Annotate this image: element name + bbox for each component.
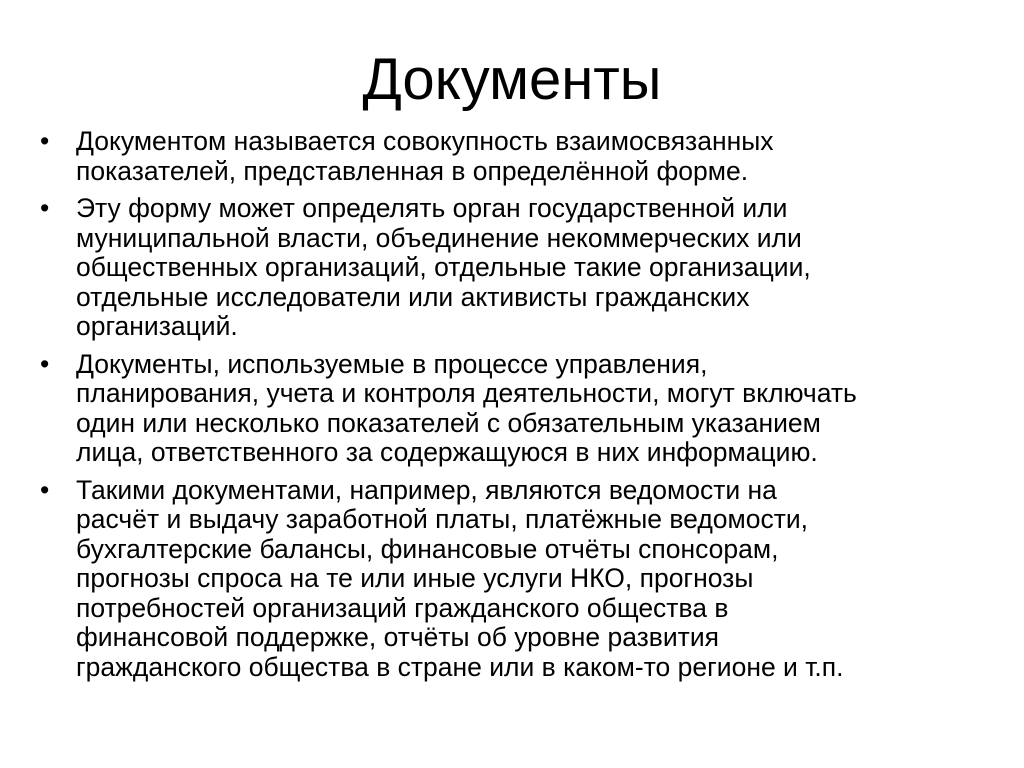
bullet-line: Документы, используемые в процессе управления, <box>76 348 708 379</box>
bullet-line: Документом называется совокупность взаимосвязанных <box>76 126 774 156</box>
bullet-line: показателей, представленная в определённой форме. <box>76 155 749 186</box>
bullet-line: муниципальной власти, объединение некоммерческих или <box>76 222 802 253</box>
bullet-line: потребностей организаций гражданского общества в <box>76 592 729 623</box>
bullet-item <box>40 350 1008 468</box>
bullet-line: бухгалтерские балансы, финансовые отчёты спонсорам, <box>76 533 779 564</box>
bullet-item <box>40 194 1008 342</box>
bullet-line: один или несколько показателей с обязательным указанием <box>76 407 821 438</box>
bullet-text <box>76 194 1008 342</box>
bullet-marker: • <box>40 348 50 379</box>
bullet-line: лица, ответственного за содержащуюся в них информацию. <box>76 437 818 467</box>
bullet-line: планирования, учета и контроля деятельности, могут включать <box>76 378 857 408</box>
bullet-line: Такими документами, например, являются ведомости на <box>76 474 777 505</box>
bullet-item <box>40 127 1008 186</box>
bullet-line: организаций. <box>76 311 238 341</box>
bullet-marker: • <box>40 474 50 505</box>
slide-title: Документы <box>362 47 662 112</box>
bullet-list <box>40 127 1008 690</box>
bullet-line: отдельные исследователи или активисты гражданских <box>76 281 750 312</box>
bullet-line: общественных организаций, отдельные такие организации, <box>76 252 811 282</box>
bullet-line: гражданского общества в стране или в каком-то регионе и т.п. <box>76 651 844 682</box>
bullet-text <box>76 476 1008 683</box>
bullet-item <box>40 476 1008 683</box>
bullet-line: расчёт и выдачу заработной платы, платёжные ведомости, <box>76 504 809 534</box>
bullet-marker: • <box>40 193 50 223</box>
bullet-line: прогнозы спроса на те или иные услуги НКО, прогнозы <box>76 563 754 593</box>
bullet-text <box>76 350 1008 468</box>
bullet-marker: • <box>40 126 50 156</box>
bullet-line: финансовой поддержке, отчёты об уровне развития <box>76 622 719 652</box>
bullet-line: Эту форму может определять орган государственной или <box>76 193 788 223</box>
bullet-text <box>76 127 1008 186</box>
